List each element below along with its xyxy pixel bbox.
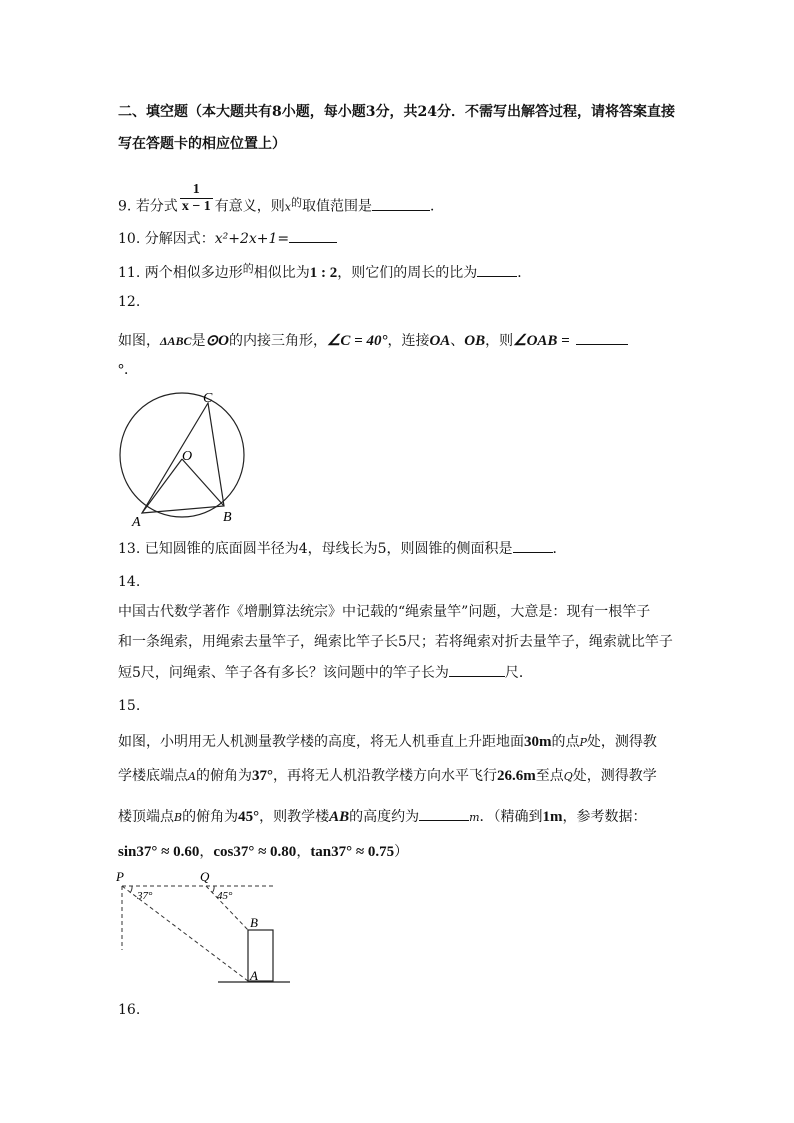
q9-middle: 有意义，则 <box>214 198 285 215</box>
section-header-line1: 二、填空题（本大题共有8小题，每小题3分，共24分．不需写出解答过程，请将答案直接 <box>118 104 675 120</box>
q13-end: ． <box>552 541 567 557</box>
q15-number: 15. <box>118 698 141 714</box>
q13-number: 13. <box>118 541 141 557</box>
q14-line3-suffix: 尺． <box>504 665 533 681</box>
q9-frac-den: x − 1 <box>181 199 211 214</box>
label-o: O <box>182 449 193 464</box>
q9-fraction <box>180 182 213 215</box>
q15-line3 <box>118 806 647 828</box>
q15-l3-e: ．（精确到 <box>479 809 543 825</box>
q15-angle-37: 37° <box>251 768 273 784</box>
q15-l3-d: 的高度约为 <box>349 809 420 825</box>
q15-unit-m: m <box>469 811 480 824</box>
q12-end: ． <box>124 362 138 378</box>
q15-cos-ref: cos37° ≈ 0.80 <box>213 844 297 860</box>
label-b: B <box>250 915 258 930</box>
label-angle-37: 37° <box>137 890 153 902</box>
q12-circle: ⊙O <box>205 333 229 349</box>
q12-text1: 的内接三角形， <box>228 333 327 349</box>
q12-text3: ，则 <box>485 333 514 349</box>
q15-l1-a: 如图，小明用无人机测量教学楼的高度，将无人机垂直上升距地面 <box>118 734 524 750</box>
q15-sep2: ， <box>296 844 311 860</box>
q15-l2-c: ，再将无人机沿教学楼方向水平飞行 <box>272 768 497 784</box>
q15-l1-c: 处，测得教 <box>586 734 657 750</box>
question-11 <box>118 262 531 284</box>
q10-answer-blank[interactable] <box>289 228 337 243</box>
q15-angle-45: 45° <box>238 809 260 825</box>
q15-sin-ref: sin37° ≈ 0.60 <box>118 844 200 860</box>
q10-number: 10. <box>118 231 141 247</box>
q15-l3-c: ，则教学楼 <box>259 809 330 825</box>
q9-frac-num: 1 <box>180 182 213 199</box>
label-a: A <box>250 968 258 983</box>
angle-arc-45 <box>212 886 214 893</box>
q12-text2: ，连接 <box>387 333 430 349</box>
q15-line2 <box>118 766 657 787</box>
q15-point-q: Q <box>563 770 573 783</box>
q15-tan-ref: tan37° ≈ 0.75 <box>310 844 395 860</box>
q13-text: 已知圆锥的底面圆半径为4，母线长为5，则圆锥的侧面积是 <box>144 541 513 557</box>
q15-flight-value: 26.6m <box>496 768 536 784</box>
label-q: Q <box>200 869 210 884</box>
q15-line4 <box>118 842 408 862</box>
q10-expr: x²+2x+1= <box>214 231 290 247</box>
q15-height-value: 30m <box>524 734 552 750</box>
q9-suffix: 取值范围是 <box>302 198 373 215</box>
q15-l2-b: 的俯角为 <box>195 768 252 784</box>
q15-l4-end: ） <box>394 844 409 860</box>
q15-l2-d: 至点 <box>535 768 564 784</box>
q15-l3-f: ，参考数据： <box>562 809 647 825</box>
label-b: B <box>223 510 232 525</box>
q14-answer-blank[interactable] <box>449 662 505 677</box>
q15-l2-e: 处，测得教学 <box>572 768 657 784</box>
q9-end: ． <box>430 198 445 215</box>
q9-answer-blank[interactable] <box>372 196 430 211</box>
q14-line3 <box>118 662 533 683</box>
q13-answer-blank[interactable] <box>513 538 553 553</box>
q9-small-de: 的 <box>291 195 303 209</box>
q12-angle-oab: ∠OAB = <box>513 333 570 349</box>
q12-seg2: OB <box>464 333 486 349</box>
q15-l3-b: 的俯角为 <box>182 809 239 825</box>
q11-small-de: 的 <box>242 262 254 275</box>
q11-number: 11. <box>118 265 141 281</box>
q12-triangle: ΔABC <box>160 334 192 348</box>
q12-angle-c: ∠C = 40° <box>326 333 388 349</box>
question-13 <box>118 538 567 559</box>
q14-line1: 中国古代数学著作《增删算法统宗》中记载的“绳索量竿”问题，大意是：现有一根竿子 <box>118 604 651 620</box>
question-9 <box>118 182 445 223</box>
q15-drone-figure <box>110 868 290 988</box>
q15-line1 <box>118 732 657 753</box>
q11-end: ． <box>517 265 532 281</box>
q15-l1-b: 的点 <box>551 734 580 750</box>
question-10 <box>118 228 337 249</box>
q11-ratio: 1 : 2 <box>309 265 338 281</box>
q14-number: 14. <box>118 574 141 590</box>
q15-segment-ab: AB <box>329 809 350 825</box>
angle-arc-37 <box>130 886 132 893</box>
segment-oa <box>142 459 182 513</box>
q12-unit: ° <box>118 362 124 378</box>
q12-circle-figure <box>110 385 260 535</box>
q12-prefix: 如图， <box>118 333 160 349</box>
section-header-line2: 写在答题卡的相应位置上） <box>118 136 286 152</box>
q12-is: 是 <box>191 333 206 349</box>
q14-line2: 和一条绳索，用绳索去量竿子，绳索比竿子长5尺；若将绳索对折去量竿子，绳索就比竿子 <box>118 634 673 650</box>
q15-l2-a: 学楼底端点 <box>118 768 188 784</box>
q12-number: 12. <box>118 294 141 310</box>
label-angle-45: 45° <box>217 890 233 902</box>
q9-var: x <box>284 200 292 214</box>
q15-point-b: B <box>174 811 183 824</box>
q14-line3-prefix: 短5尺，问绳索、竿子各有多长？该问题中的竿子长为 <box>118 665 449 681</box>
q15-point-p: P <box>579 736 587 749</box>
label-c: C <box>203 391 213 406</box>
q12-line2 <box>118 360 138 380</box>
q11-suffix: ，则它们的周长的比为 <box>337 265 478 281</box>
question-12 <box>118 330 628 351</box>
q9-number: 9. <box>118 198 132 215</box>
q15-precision: 1m <box>542 809 563 825</box>
q12-seg1: OA <box>429 333 451 349</box>
q16-number: 16. <box>118 1002 141 1018</box>
q11-prefix: 两个相似多边形 <box>144 265 243 281</box>
q10-text: 分解因式： <box>144 231 215 247</box>
q11-middle: 相似比为 <box>253 265 310 281</box>
q15-l3-a: 楼顶端点 <box>118 809 174 825</box>
q11-answer-blank[interactable] <box>477 262 517 277</box>
q12-sep: 、 <box>450 333 465 349</box>
q15-point-a: A <box>188 770 196 783</box>
q9-prefix: 若分式 <box>135 198 178 215</box>
q15-answer-blank[interactable] <box>419 806 469 821</box>
q12-answer-blank[interactable] <box>576 330 628 345</box>
label-a: A <box>132 515 141 530</box>
q15-sep1: ， <box>199 844 214 860</box>
label-p: P <box>116 869 124 884</box>
